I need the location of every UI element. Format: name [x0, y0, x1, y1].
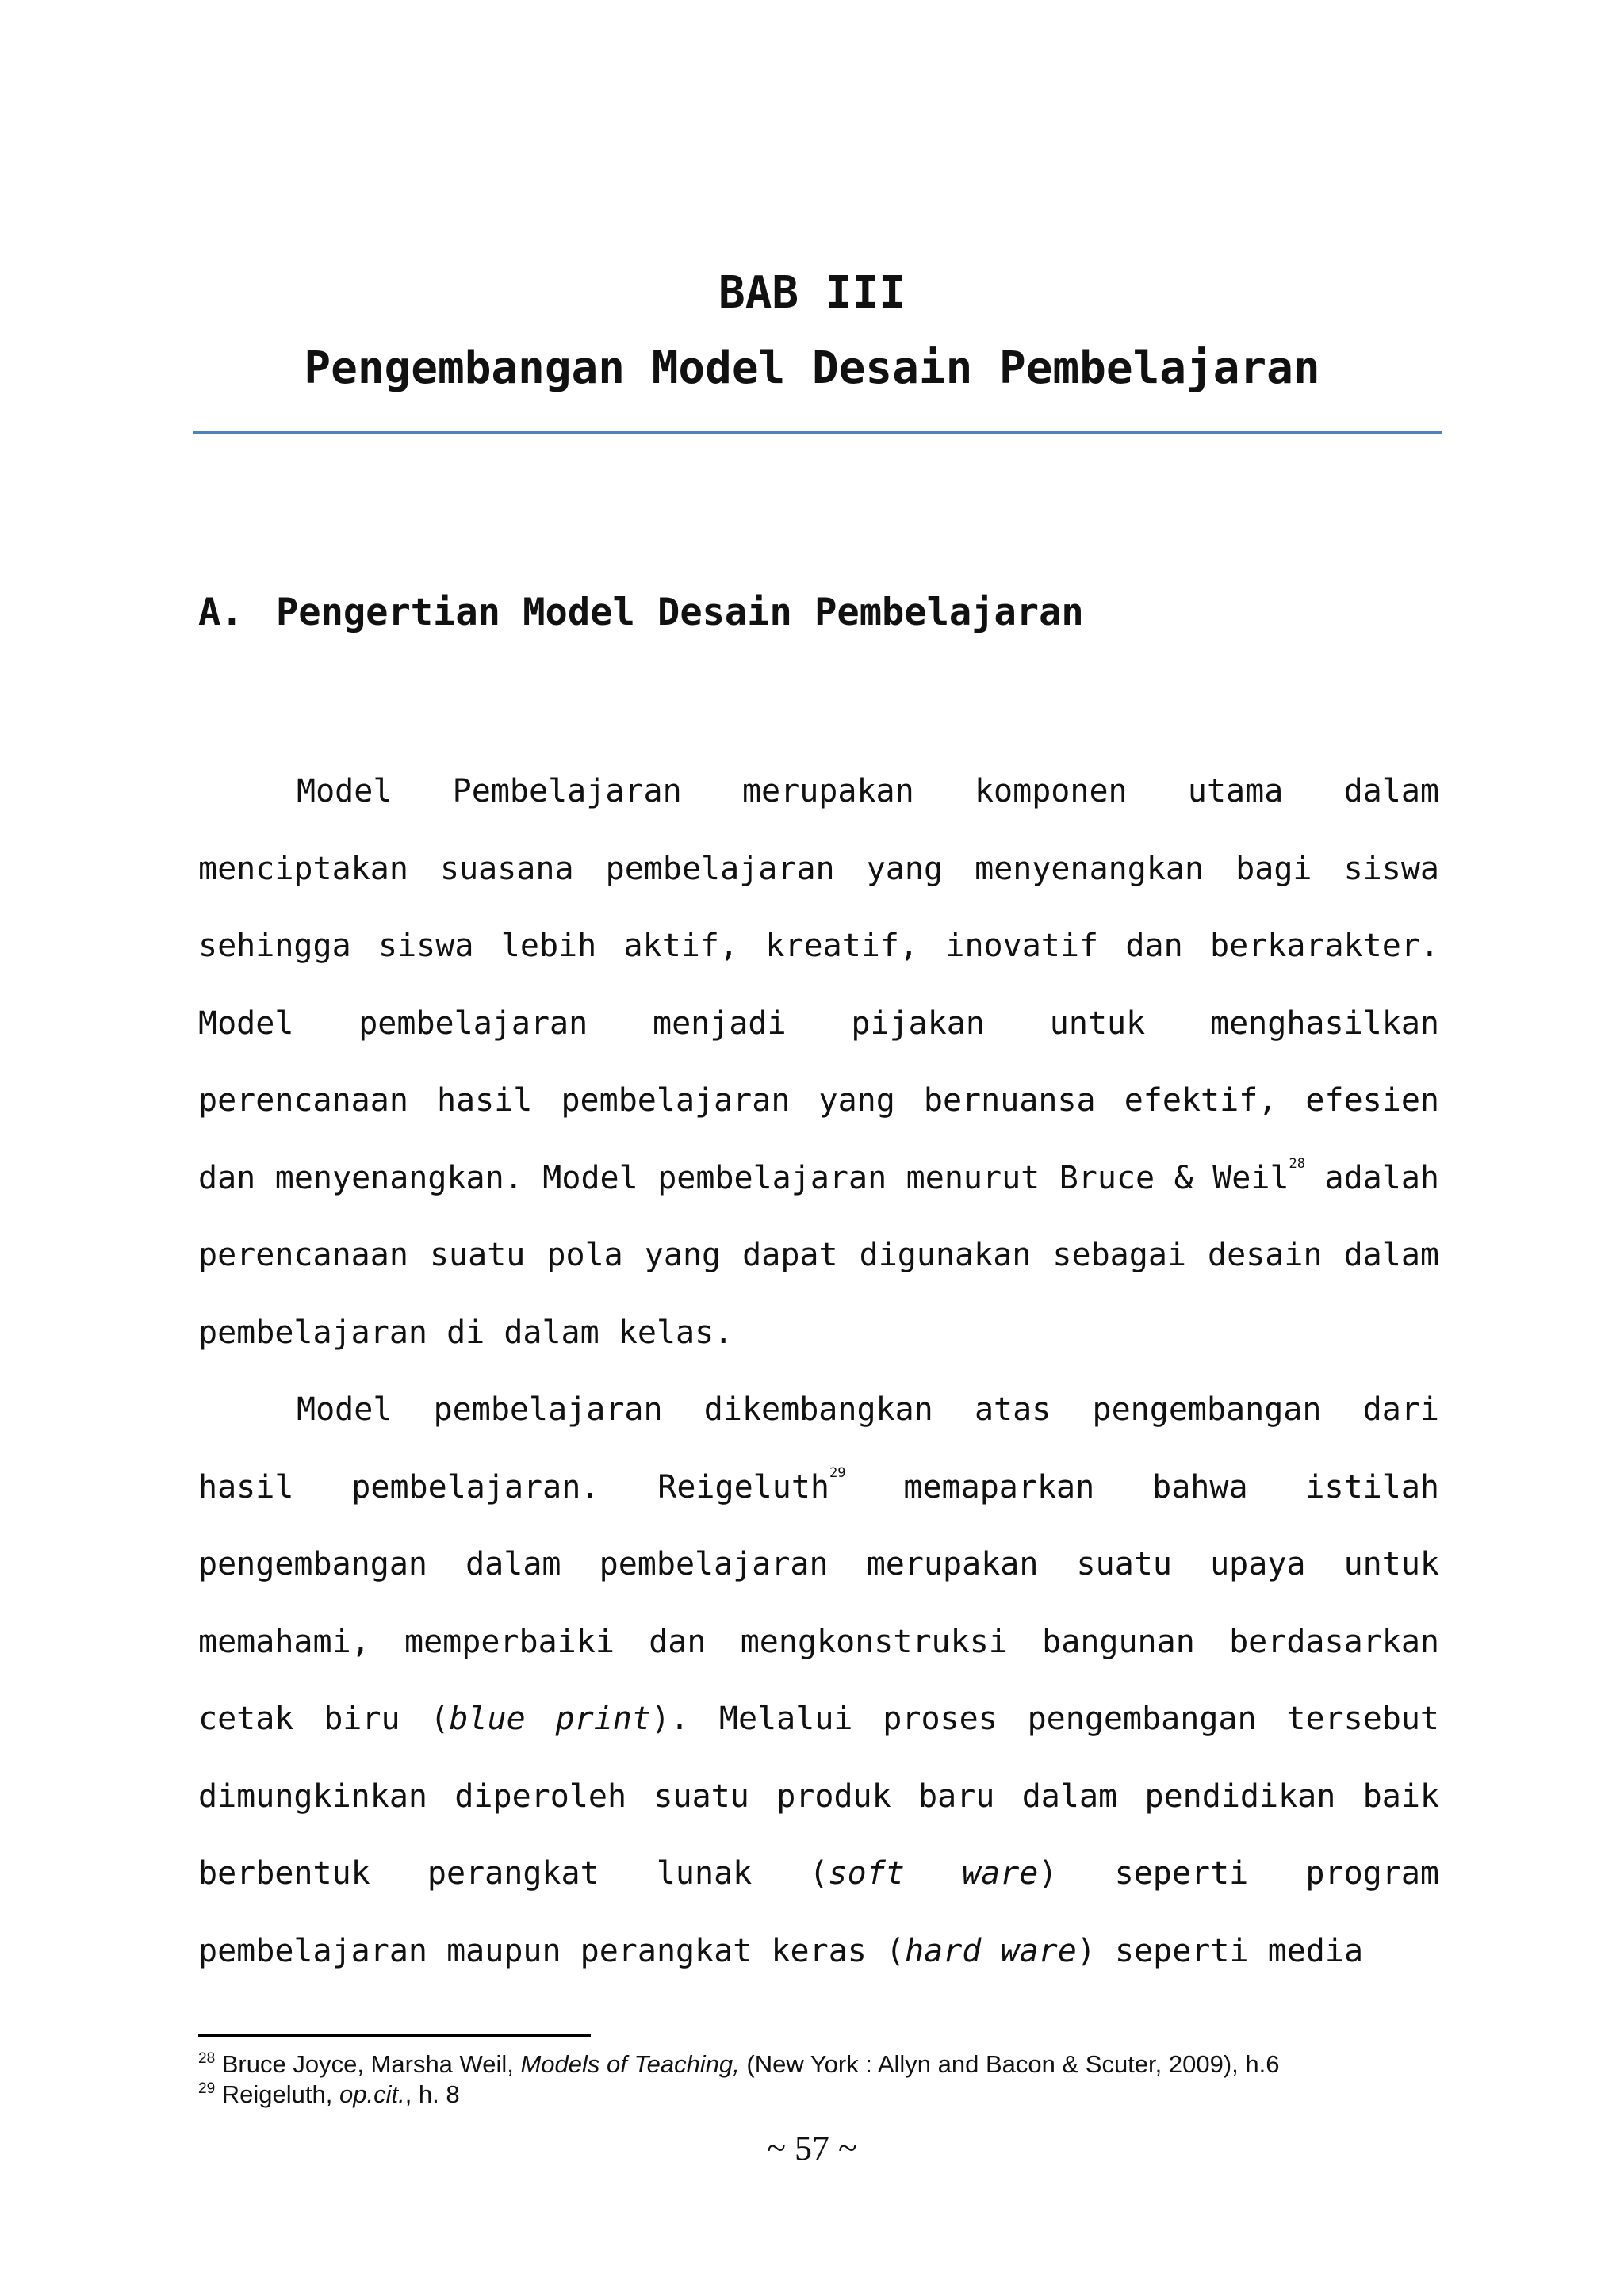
italic-term-blue-print: blue print — [449, 1701, 651, 1737]
footnote-text-cont: , h. 8 — [404, 2080, 460, 2108]
footnote-title: Models of Teaching, — [520, 2050, 740, 2078]
footnote-separator — [198, 2034, 591, 2037]
chapter-title: Pengembangan Model Desain Pembelajaran — [304, 342, 1320, 394]
paragraph-1-text: Model Pembelajaran merupakan komponen utama dalam menciptakan suasana pembelajaran yang menyenangkan bagi siswa sehingga siswa lebih aktif, kreatif, inovatif dan berkarakter. Model pembelajaran menjadi pijakan untuk menghasilkan perencanaan hasil pembelajaran yang bernuansa efektif, efesien dan menyenangkan. Model pembelajaran menurut Bruce & Weil — [198, 773, 1439, 1196]
footnote-28 — [198, 2049, 1467, 2080]
paragraph-1-text-cont: adalah perencanaan suatu pola yang dapat digunakan sebagai desain dalam pembelajaran di dalam kelas. — [198, 1159, 1439, 1351]
paragraph-2-text: Model pembelajaran dikembangkan atas pengembangan dari hasil pembelajaran. Reigeluth — [198, 1391, 1439, 1506]
body-text — [198, 753, 1439, 1990]
footnote-ref-29[interactable]: 29 — [829, 1464, 846, 1481]
paragraph-2-text-cont-4: ) seperti media — [1076, 1932, 1364, 1969]
footnote-text-cont: (New York : Allyn and Bacon & Scuter, 2009), h.6 — [739, 2050, 1280, 2078]
title-divider — [193, 431, 1442, 434]
italic-term-hard-ware: hard ware — [905, 1932, 1077, 1969]
footnote-text: Bruce Joyce, Marsha Weil, — [215, 2050, 521, 2078]
paragraph-2-text-cont-3: ) seperti program pembelajaran maupun perangkat keras ( — [198, 1855, 1439, 1969]
page-number: ~ 57 ~ — [767, 2129, 857, 2168]
footnote-number: 28 — [198, 2050, 216, 2067]
section-label: A. — [198, 591, 243, 634]
footnote-ref-28[interactable]: 28 — [1289, 1155, 1306, 1172]
paragraph-2-text-cont-2: ). Melalui proses pengembangan tersebut dimungkinkan diperoleh suatu produk baru dalam pendidikan baik berbentuk perangkat lunak ( — [198, 1701, 1440, 1892]
chapter-number: BAB III — [718, 267, 906, 319]
italic-term-soft-ware: soft ware — [828, 1855, 1039, 1892]
paragraph-1 — [198, 753, 1439, 1372]
section-heading — [198, 585, 1084, 641]
section-title: Pengertian Model Desain Pembelajaran — [276, 591, 1084, 634]
footnote-number: 29 — [198, 2080, 216, 2097]
footnote-title: op.cit. — [339, 2080, 405, 2108]
footnotes — [198, 2049, 1467, 2110]
paragraph-2 — [198, 1372, 1439, 1990]
footnote-29 — [198, 2080, 1467, 2110]
paragraph-2-text-cont: memaparkan bahwa istilah pengembangan dalam pembelajaran merupakan suatu upaya untuk memahami, memperbaiki dan mengkonstruksi bangunan berdasarkan cetak biru ( — [198, 1468, 1439, 1737]
footnote-text: Reigeluth, — [215, 2080, 339, 2108]
